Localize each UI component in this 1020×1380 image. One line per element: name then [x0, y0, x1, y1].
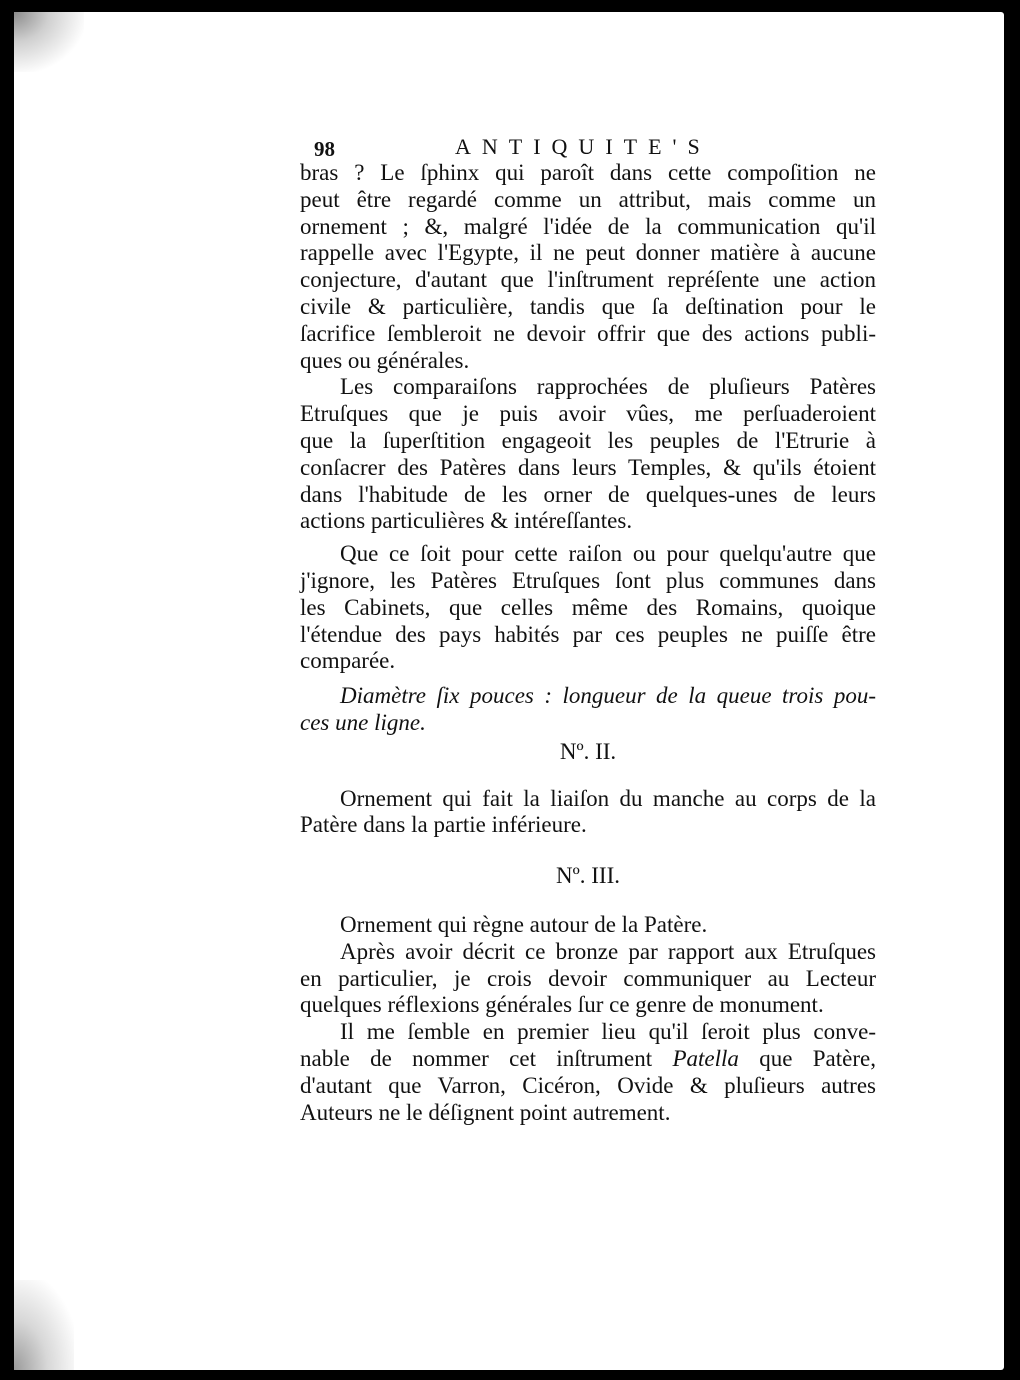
page-corner-shadow-top	[14, 12, 84, 72]
text-line: Auteurs ne le déſignent point autrement.	[300, 1099, 671, 1125]
running-head	[300, 128, 876, 160]
text-line: Ornement qui règne autour de la Patère.	[340, 911, 708, 937]
text-line: comparée.	[300, 648, 396, 674]
text-line: Il me ſemble en premier lieu qu'il ſeroit plus conve-	[340, 1019, 876, 1045]
text-line: en particulier, je crois devoir communiquer au Lecteur	[300, 965, 876, 991]
text-line: ques ou générales.	[300, 347, 470, 373]
text-line: Après avoir décrit ce bronze par rapport aux Etruſques	[340, 938, 876, 964]
text-line: ſacrifice ſembleroit ne devoir offrir que des actions publi-	[300, 320, 876, 346]
text-line: bras ? Le ſphinx qui paroît dans cette compoſition ne	[300, 160, 876, 185]
text-line: d'autant que Varron, Cicéron, Ovide & pluſieurs autres	[300, 1072, 876, 1098]
paragraph-5	[300, 1019, 876, 1126]
page-corner-shadow-bottom	[14, 1280, 74, 1370]
text-line	[300, 1046, 876, 1073]
text-line: dans l'habitude de les orner de quelques-unes de leurs	[300, 481, 876, 507]
text-line: conjecture, d'autant que l'inſtrument repréſente une action	[300, 267, 876, 293]
text-line: Patère dans la partie inférieure.	[300, 812, 587, 838]
dimensions-note	[300, 683, 876, 737]
text-line: actions particulières & intéreſſantes.	[300, 508, 633, 534]
text-line: l'étendue des pays habités par ces peuples ne puiſſe être	[300, 621, 876, 647]
text-line: peut être regardé comme un attribut, mais comme un	[300, 186, 876, 212]
latin-term: Patella	[672, 1045, 739, 1071]
text-line: les Cabinets, que celles même des Romains, quoique	[300, 594, 876, 620]
text-run: nable de nommer cet inſtrument	[300, 1045, 673, 1071]
paragraph-4	[300, 939, 876, 1019]
page-text	[300, 128, 876, 1126]
text-line: Diamètre ſix pouces : longueur de la queue trois pou-	[340, 683, 876, 709]
paragraph-no3	[300, 912, 876, 939]
text-line: civile & particulière, tandis que ſa deſtination pour le	[300, 293, 876, 319]
text-line: Etruſques que je puis avoir vûes, me perſuaderoient	[300, 401, 876, 427]
page-number: 98	[314, 137, 335, 161]
text-line: ornement ; &, malgré l'idée de la communication qu'il	[300, 213, 876, 239]
text-line: conſacrer des Patères dans leurs Temples, & qu'ils étoient	[300, 454, 876, 480]
text-line: Que ce ſoit pour cette raiſon ou pour quelqu'autre que	[340, 541, 876, 567]
text-run: que Patère,	[738, 1045, 876, 1071]
section-heading-no3: Nº. III.	[556, 863, 620, 889]
text-line: Ornement qui fait la liaiſon du manche au corps de la	[340, 785, 876, 811]
paragraph-3	[300, 541, 876, 675]
text-line: que la ſuperſtition engageoit les peuples de l'Etrurie à	[300, 427, 876, 453]
section-heading-no2: Nº. II.	[559, 738, 617, 764]
running-title: ANTIQUITE'S	[455, 134, 711, 159]
paragraph-no2	[300, 786, 876, 840]
text-line: quelques réflexions générales ſur ce genre de monument.	[300, 992, 824, 1018]
text-line: j'ignore, les Patères Etruſques ſont plus communes dans	[300, 567, 876, 593]
text-line: ces une ligne.	[300, 709, 426, 735]
text-line: Les comparaiſons rapprochées de pluſieurs Patères	[340, 374, 876, 400]
text-line: rappelle avec l'Egypte, il ne peut donner matière à aucune	[300, 240, 876, 266]
paragraph-1	[300, 160, 876, 374]
paragraph-2	[300, 374, 876, 535]
